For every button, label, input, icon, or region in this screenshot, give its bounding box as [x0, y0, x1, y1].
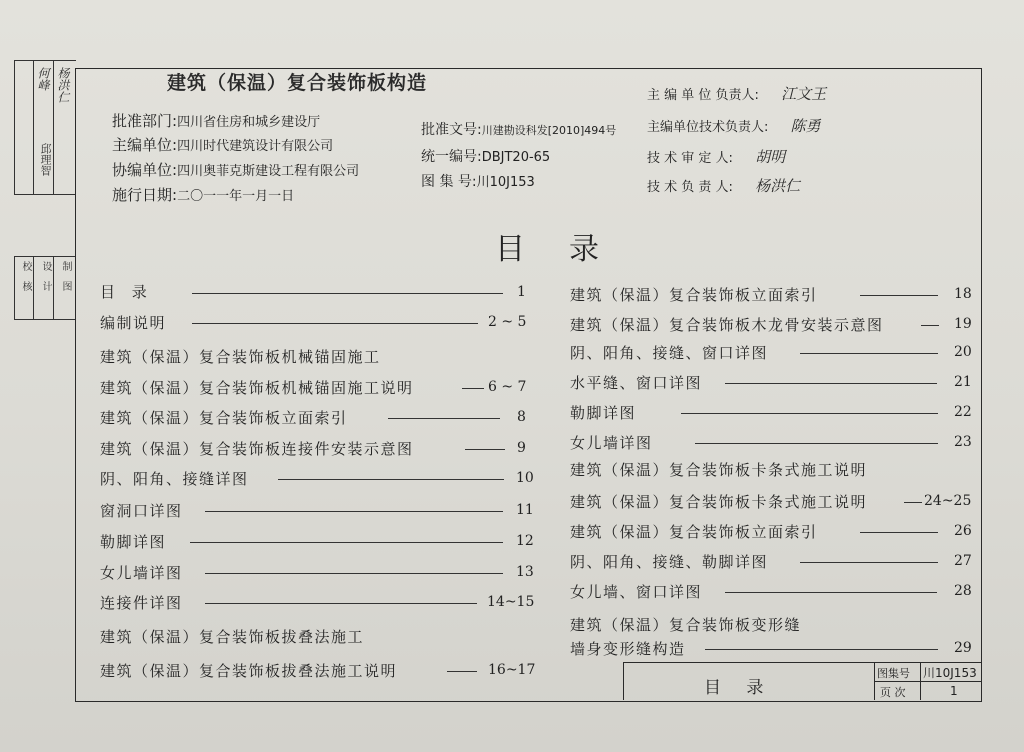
toc-entry[interactable]: 勒脚详图 — [100, 533, 167, 551]
toc-section-heading[interactable]: 建筑（保温）复合装饰板卡条式施工说明 — [570, 461, 868, 479]
toc-entry[interactable]: 建筑（保温）复合装饰板连接件安装示意图 — [100, 440, 414, 458]
effective-date: 施行日期:二〇一一年一月一日 — [112, 186, 295, 204]
toc-entry[interactable]: 目 录 — [100, 283, 153, 301]
signature-strip-roles — [14, 256, 76, 320]
toc-page-number: 13 — [516, 564, 534, 580]
toc-page-number: 14~15 — [487, 594, 535, 610]
approval-dept: 批准部门:四川省住房和城乡建设厅 — [112, 112, 321, 130]
toc-page-number: 21 — [954, 374, 972, 390]
toc-page-number: 27 — [954, 553, 972, 569]
toc-section-heading[interactable]: 建筑（保温）复合装饰板拔叠法施工 — [100, 628, 365, 646]
toc-entry[interactable]: 水平缝、窗口详图 — [570, 374, 703, 392]
toc-entry[interactable]: 窗洞口详图 — [100, 502, 183, 520]
responsible-row: 主 编 单 位 负责人: 江文王 — [647, 85, 827, 103]
responsible-row: 技 术 负 责 人: 杨洪仁 — [647, 177, 801, 195]
role-label: 设 — [40, 261, 51, 271]
signature: 胡明 — [755, 148, 786, 166]
toc-entry[interactable]: 建筑（保温）复合装饰板机械锚固施工说明 — [100, 379, 414, 397]
toc-entry[interactable]: 墙身变形缝构造 — [570, 640, 686, 658]
toc-page-number: 12 — [516, 533, 534, 549]
role-label: 校 — [20, 261, 31, 271]
toc-page-number: 1 — [517, 284, 526, 300]
toc-page-number: 18 — [954, 286, 972, 302]
toc-entry[interactable]: 建筑（保温）复合装饰板木龙骨安装示意图 — [570, 316, 884, 334]
toc-page-number: 9 — [517, 440, 526, 456]
toc-page-number: 29 — [954, 640, 972, 656]
signature: 江文王 — [781, 85, 827, 103]
toc-section-heading[interactable]: 建筑（保温）复合装饰板机械锚固施工 — [100, 348, 381, 366]
title-block-atlas-value: 川10J153 — [923, 666, 977, 680]
toc-page-number: 26 — [954, 523, 972, 539]
co-editor-unit: 协编单位:四川奥菲克斯建设工程有限公司 — [112, 161, 360, 179]
side-signature-1: 何峰 — [36, 67, 50, 91]
toc-entry[interactable]: 阴、阳角、接缝详图 — [100, 470, 249, 488]
responsible-row: 技 术 审 定 人: 胡明 — [647, 148, 786, 166]
toc-entry[interactable]: 编制说明 — [100, 314, 167, 332]
atlas-number: 图 集 号:川10J153 — [421, 174, 535, 190]
toc-page-number: 11 — [516, 502, 534, 518]
toc-entry[interactable]: 建筑（保温）复合装饰板立面索引 — [100, 409, 348, 427]
toc-entry[interactable]: 阴、阳角、接缝、勒脚详图 — [570, 553, 769, 571]
title-block-page-label: 页 次 — [880, 686, 906, 699]
title-block-page-value: 1 — [950, 684, 958, 698]
toc-section-heading[interactable]: 建筑（保温）复合装饰板变形缝 — [570, 616, 802, 634]
toc-entry[interactable]: 勒脚详图 — [570, 404, 637, 422]
toc-entry[interactable]: 女儿墙详图 — [100, 564, 183, 582]
toc-page-number: 20 — [954, 344, 972, 360]
toc-entry[interactable]: 阴、阳角、接缝、窗口详图 — [570, 344, 769, 362]
toc-page-number: 10 — [516, 470, 534, 486]
responsible-row: 主编单位技术负责人: 陈勇 — [647, 117, 821, 135]
toc-entry[interactable]: 女儿墙、窗口详图 — [570, 583, 703, 601]
toc-page-number: 23 — [954, 434, 972, 450]
side-signature-2: 杨洪仁 — [56, 67, 70, 103]
toc-page-number: 22 — [954, 404, 972, 420]
toc-page-number: 2 ~ 5 — [488, 314, 527, 330]
side-signature-name: 邱理智 — [39, 143, 52, 176]
role-label: 核 — [20, 281, 31, 291]
signature: 杨洪仁 — [755, 177, 801, 195]
toc-page-number: 24~25 — [924, 493, 972, 509]
toc-page-number: 8 — [517, 409, 526, 425]
toc-page-number: 28 — [954, 583, 972, 599]
title-block-atlas-label: 图集号 — [877, 667, 910, 680]
toc-entry[interactable]: 女儿墙详图 — [570, 434, 653, 452]
toc-page-number: 19 — [954, 316, 972, 332]
toc-page-number: 6 ~ 7 — [488, 379, 527, 395]
toc-entry[interactable]: 建筑（保温）复合装饰板卡条式施工说明 — [570, 493, 868, 511]
editor-unit: 主编单位:四川时代建筑设计有限公司 — [112, 136, 334, 154]
role-label: 图 — [60, 281, 71, 291]
title-block-name: 目 录 — [704, 678, 774, 698]
signature-strip-top — [14, 60, 76, 195]
unified-number: 统一编号:DBJT20-65 — [421, 149, 551, 165]
signature: 陈勇 — [790, 117, 821, 135]
role-label: 制 — [60, 261, 71, 271]
role-label: 计 — [40, 281, 51, 291]
contents-heading: 目录 — [495, 232, 643, 267]
approval-document-number: 批准文号:川建勘设科发[2010]494号 — [421, 122, 617, 138]
signature-strip — [14, 60, 76, 291]
toc-entry[interactable]: 连接件详图 — [100, 594, 183, 612]
document-title: 建筑（保温）复合装饰板构造 — [167, 72, 428, 94]
toc-entry[interactable]: 建筑（保温）复合装饰板立面索引 — [570, 286, 818, 304]
title-block — [623, 662, 982, 700]
toc-page-number: 16~17 — [488, 662, 536, 678]
toc-entry[interactable]: 建筑（保温）复合装饰板拔叠法施工说明 — [100, 662, 398, 680]
toc-entry[interactable]: 建筑（保温）复合装饰板立面索引 — [570, 523, 818, 541]
